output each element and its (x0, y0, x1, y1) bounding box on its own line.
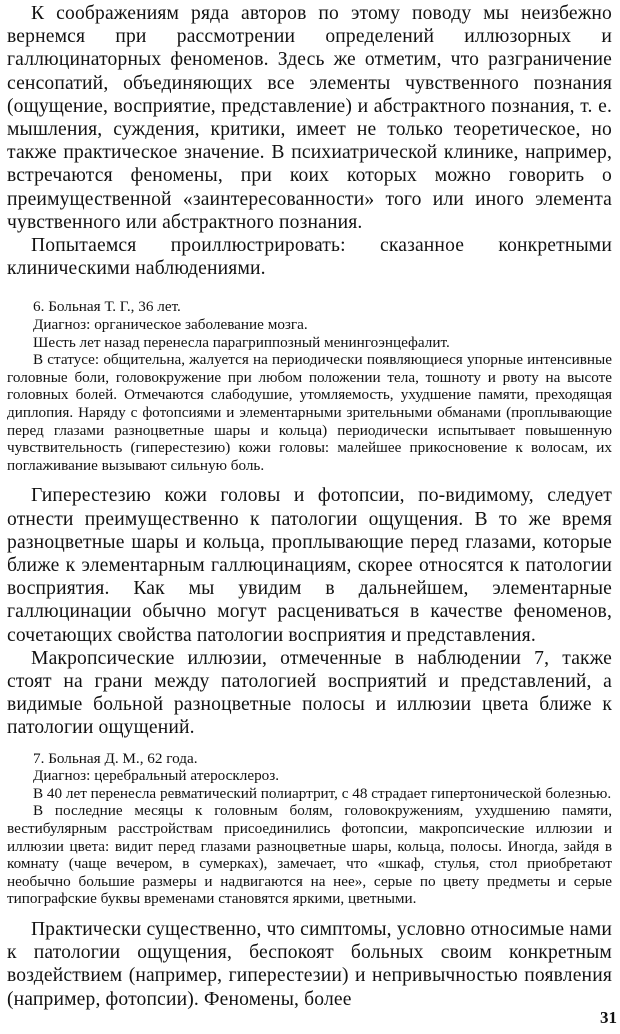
paragraph-intro: К соображениям ряда авторов по этому поводу мы неизбежно вернемся при рассмотрении определений иллюзорных и галлюцинаторных феноменов. Здесь же отметим, что разграничение сенсопатий, объединяющих все элементы чувственного познания (ощущение, восприятие, представление) и абстрактного познания, т. е. мышления, суждения, критики, имеет не только теоретическое, но также практическое значение. В психиатрической клинике, например, встречаются феномены, при коих которых можно говорить о преимущественной «заинтересованности» того или иного элемента чувственного или абстрактного познания. (7, 3, 612, 233)
case-6-title: 6. Больная Т. Г., 36 лет. (33, 298, 181, 316)
page-number: 31 (600, 1008, 617, 1027)
case-7-block (7, 750, 612, 908)
case-6-status: В статусе: общительна, жалуется на периодически появляющиеся упорные интенсивные головные боли, головокружение при любом положении тела, тошноту и рвоту на высоте головных болей. Отмечаются слабодушие, утомляемость, ухудшение памяти, преходящая диплопия. Наряду с фотопсиями и элементарными зрительными обманами (проплывающие перед глазами разноцветные шары и кольца) периодически испытывает повышенную чувствительность (гиперестезию) кожи головы: малейшее прикосновение к волосам, их поглаживание вызывают сильную боль. (7, 351, 612, 474)
paragraph-practical: Практически существенно, что симптомы, условно относимые нами к патологии ощущения, беспокоят больных своим конкретным воздействием (например, гиперестезии) и непривычностью появления (например, фотопсии). Феномены, более (7, 918, 612, 1010)
case-6-block (7, 298, 612, 474)
case-6-diagnosis: Диагноз: органическое заболевание мозга. (33, 316, 308, 334)
paragraph-macropsia: Макропсические иллюзии, отмеченные в наблюдении 7, также стоят на грани между патологией восприятий и представлений, а видимые больной разноцветные полосы и иллюзии цвета ближе к патологии ощущений. (7, 647, 612, 739)
paragraph-illustration: Попытаемся проиллюстрировать: сказанное конкретными клиническими наблюдениями. (7, 235, 612, 280)
case-7-diagnosis: Диагноз: церебральный атеросклероз. (33, 767, 280, 785)
case-6-history: Шесть лет назад перенесла парагриппозный менингоэнцефалит. (33, 333, 450, 351)
paragraph-hyperesthesia: Гиперестезию кожи головы и фотопсии, по-видимому, следует отнести преимущественно к патологии ощущения. В то же время разноцветные шары и кольца, проплывающие перед глазами, которые ближе к элементарным галлюцинациям, скорее относятся к патологии восприятия. Как мы увидим в дальнейшем, элементарные галлюцинации обычно могут расцениваться в качестве феноменов, сочетающих свойства патологии восприятия и представления. (7, 485, 612, 646)
case-7-status: В последние месяцы к головным болям, головокружениям, ухудшению памяти, вестибулярным расстройствам присоединились фотопсии, макропсические иллюзии и иллюзии цвета: видит перед глазами разноцветные шары, кольца, полосы. Иногда, зайдя в комнату (чаще вечером, в сумерках), замечает, что «шкаф, стулья, стол приобретают необычно большие размеры и надвигаются на нее», серые по цвету предметы и серые типографские буквы временами становятся яркими, цветными. (7, 802, 612, 908)
case-7-history: В 40 лет перенесла ревматический полиартрит, с 48 страдает гипертонической болезнью. (33, 784, 612, 802)
case-7-title: 7. Больная Д. М., 62 года. (33, 749, 198, 767)
